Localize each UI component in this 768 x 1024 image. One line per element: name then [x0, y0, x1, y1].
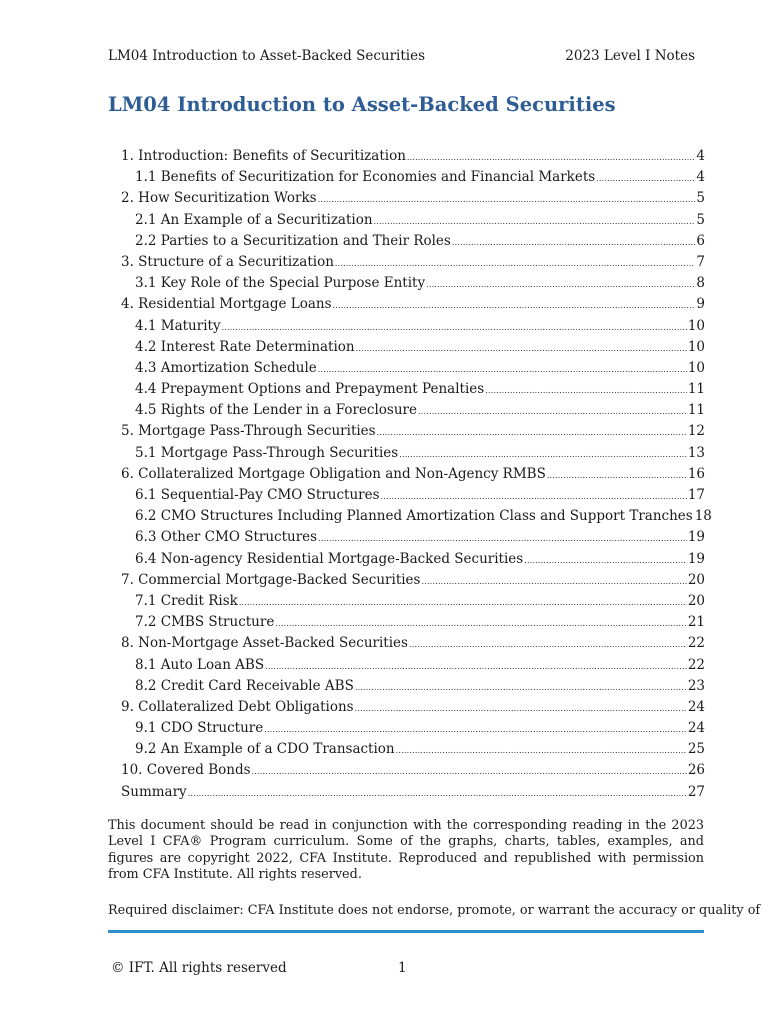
- toc-entry[interactable]: [121, 593, 705, 614]
- toc-dot-leader: [418, 407, 687, 416]
- toc-entry-page[interactable]: 6: [696, 232, 705, 249]
- toc-entry-label[interactable]: 5.1 Mortgage Pass-Through Securities: [135, 444, 399, 461]
- toc-entry-page[interactable]: 24: [687, 720, 705, 737]
- toc-entry-page[interactable]: 4: [696, 169, 705, 186]
- toc-entry-page[interactable]: 17: [687, 487, 705, 503]
- copyright-notice: This document should be read in conjunction with the corresponding reading in the 2023 Level I CFA® Program curriculum. Some of the graphs, charts, tables, examples, and figures are copyright 2022, CFA Institute. Reproduced and republished with permission from CFA Institute. All rights reserved.: [108, 818, 704, 882]
- toc-dot-leader: [265, 662, 687, 671]
- toc-dot-leader: [409, 640, 687, 649]
- toc-dot-leader: [355, 683, 687, 692]
- toc-entry-label[interactable]: 4.1 Maturity: [135, 317, 221, 334]
- toc-dot-leader: [252, 767, 687, 776]
- toc-entry-label[interactable]: 8.1 Auto Loan ABS: [135, 656, 265, 673]
- toc-entry[interactable]: [121, 212, 705, 233]
- toc-entry-label[interactable]: 7. Commercial Mortgage-Backed Securities: [121, 571, 421, 588]
- toc-entry-label[interactable]: 9.2 An Example of a CDO Transaction: [135, 741, 395, 758]
- toc-entry[interactable]: [121, 423, 705, 444]
- toc-entry-label[interactable]: 1.1 Benefits of Securitization for Economies and Financial Markets: [135, 169, 596, 186]
- toc-entry-page[interactable]: 23: [687, 677, 705, 694]
- toc-dot-leader: [335, 259, 696, 268]
- toc-entry-label[interactable]: 4.3 Amortization Schedule: [135, 359, 317, 376]
- toc-entry-page[interactable]: 10: [687, 338, 705, 355]
- toc-entry-page[interactable]: 19: [687, 550, 705, 567]
- toc-entry-label[interactable]: 6.3 Other CMO Structures: [135, 529, 318, 546]
- toc-entry[interactable]: [121, 635, 705, 656]
- toc-entry-page[interactable]: 27: [687, 783, 705, 800]
- toc-entry-page[interactable]: 11: [687, 402, 705, 419]
- toc-dot-leader: [485, 386, 687, 395]
- toc-entry-label[interactable]: 6.4 Non-agency Residential Mortgage-Backed Securities: [135, 550, 524, 567]
- toc-entry-label[interactable]: 7.1 Credit Risk: [135, 592, 238, 609]
- toc-entry-label[interactable]: 6.1 Sequential-Pay CMO Structures: [135, 487, 380, 503]
- toc-entry-label[interactable]: 10. Covered Bonds: [121, 762, 251, 779]
- toc-dot-leader: [524, 556, 687, 565]
- toc-dot-leader: [355, 704, 687, 713]
- toc-dot-leader: [318, 534, 687, 543]
- toc-entry[interactable]: [121, 339, 705, 360]
- toc-dot-leader: [377, 428, 687, 437]
- toc-entry[interactable]: [121, 657, 705, 678]
- footer-page-number: 1: [398, 960, 407, 976]
- toc-entry-page[interactable]: 20: [687, 571, 705, 588]
- toc-entry-page[interactable]: 24: [687, 698, 705, 715]
- toc-entry-label[interactable]: 9. Collateralized Debt Obligations: [121, 698, 354, 715]
- toc-entry[interactable]: [121, 508, 712, 529]
- toc-dot-leader: [318, 195, 696, 204]
- toc-entry[interactable]: [121, 762, 705, 783]
- toc-entry-page[interactable]: 13: [687, 444, 705, 461]
- toc-entry-page[interactable]: 10: [687, 317, 705, 334]
- toc-entry[interactable]: [121, 148, 705, 169]
- toc-entry[interactable]: [121, 360, 705, 381]
- toc-dot-leader: [374, 217, 696, 226]
- toc-entry[interactable]: [121, 275, 705, 296]
- toc-entry-page[interactable]: 4: [696, 148, 705, 164]
- toc-entry-label[interactable]: 8. Non-Mortgage Asset-Backed Securities: [121, 635, 408, 652]
- toc-dot-leader: [452, 238, 696, 247]
- toc-entry-label[interactable]: 7.2 CMBS Structure: [135, 614, 275, 631]
- toc-entry[interactable]: [121, 466, 705, 487]
- toc-entry-label[interactable]: 6. Collateralized Mortgage Obligation and Non-Agency RMBS: [121, 465, 546, 482]
- toc-entry[interactable]: [121, 699, 705, 720]
- toc-dot-leader: [356, 344, 687, 353]
- toc-entry-label[interactable]: 2.2 Parties to a Securitization and Their Roles: [135, 232, 451, 249]
- toc-entry-label[interactable]: 2.1 An Example of a Securitization: [135, 211, 373, 228]
- toc-entry-page[interactable]: 10: [687, 359, 705, 376]
- toc-entry-label[interactable]: Summary: [121, 783, 187, 800]
- toc-entry-page[interactable]: 9: [696, 296, 705, 313]
- toc-entry-page[interactable]: 5: [696, 190, 705, 207]
- toc-dot-leader: [264, 725, 687, 734]
- header-right-title: 2023 Level I Notes: [565, 48, 695, 64]
- toc-entry-label[interactable]: 4.2 Interest Rate Determination: [135, 338, 355, 355]
- toc-dot-leader: [399, 450, 687, 459]
- toc-entry[interactable]: [121, 741, 705, 762]
- toc-entry-label[interactable]: 4.5 Rights of the Lender in a Foreclosure: [135, 402, 417, 419]
- toc-dot-leader: [421, 577, 686, 586]
- toc-entry-page[interactable]: 26: [687, 762, 705, 779]
- toc-entry-page[interactable]: 22: [687, 656, 705, 673]
- toc-dot-leader: [426, 280, 695, 289]
- toc-dot-leader: [381, 492, 687, 501]
- footer-copyright: © IFT. All rights reserved: [111, 960, 287, 976]
- toc-entry-page[interactable]: 5: [696, 211, 705, 228]
- toc-entry-page[interactable]: 20: [687, 592, 705, 609]
- toc-entry-page[interactable]: 18: [694, 508, 712, 525]
- toc-entry-label[interactable]: 4.4 Prepayment Options and Prepayment Penalties: [135, 381, 485, 398]
- toc-dot-leader: [333, 301, 696, 310]
- toc-dot-leader: [222, 323, 687, 332]
- document-title: LM04 Introduction to Asset-Backed Securities: [108, 93, 616, 116]
- toc-dot-leader: [275, 619, 686, 628]
- toc-entry[interactable]: [121, 190, 705, 211]
- toc-entry[interactable]: [121, 529, 705, 550]
- toc-entry-page[interactable]: 11: [687, 381, 705, 398]
- toc-entry-page[interactable]: 8: [696, 275, 705, 292]
- toc-entry[interactable]: [121, 254, 705, 275]
- toc-entry-page[interactable]: 12: [687, 423, 705, 440]
- toc-entry[interactable]: [121, 402, 705, 423]
- toc-entry[interactable]: [121, 169, 705, 190]
- toc-dot-leader: [318, 365, 687, 374]
- toc-entry[interactable]: [121, 381, 705, 402]
- toc-entry[interactable]: [121, 614, 705, 635]
- toc-dot-leader: [396, 746, 687, 755]
- toc-entry[interactable]: [121, 720, 705, 741]
- toc-entry[interactable]: [121, 487, 705, 508]
- toc-entry-label[interactable]: 3. Structure of a Securitization: [121, 253, 334, 270]
- toc-entry-label[interactable]: 1. Introduction: Benefits of Securitization: [121, 148, 406, 164]
- toc-entry-label[interactable]: 6.2 CMO Structures Including Planned Amortization Class and Support Tranches: [135, 508, 693, 525]
- toc-entry[interactable]: [121, 551, 705, 572]
- toc-dot-leader: [596, 174, 695, 183]
- header-left-title: LM04 Introduction to Asset-Backed Securities: [108, 48, 426, 64]
- toc-entry[interactable]: [121, 678, 705, 699]
- toc-entry-label[interactable]: 3.1 Key Role of the Special Purpose Entity: [135, 275, 426, 292]
- toc-entry[interactable]: [121, 233, 705, 254]
- toc-entry-page[interactable]: 19: [687, 529, 705, 546]
- toc-entry-page[interactable]: 16: [687, 465, 705, 482]
- toc-entry-page[interactable]: 25: [687, 741, 705, 758]
- required-disclaimer: Required disclaimer: CFA Institute does not endorse, promote, or warrant the accuracy or quality of: [108, 903, 761, 918]
- toc-dot-leader: [239, 598, 687, 607]
- toc-entry-page[interactable]: 7: [696, 253, 705, 270]
- toc-dot-leader: [547, 471, 687, 480]
- toc-entry-label[interactable]: 5. Mortgage Pass-Through Securities: [121, 423, 376, 440]
- toc-entry[interactable]: [121, 572, 705, 593]
- toc-entry[interactable]: [121, 296, 705, 317]
- toc-entry[interactable]: [121, 318, 705, 339]
- table-of-contents: [121, 148, 712, 805]
- page-header: [108, 48, 695, 64]
- footer-divider: [108, 930, 704, 933]
- toc-entry-page[interactable]: 21: [687, 614, 705, 631]
- toc-entry[interactable]: [121, 784, 705, 805]
- toc-entry-page[interactable]: 22: [687, 635, 705, 652]
- toc-dot-leader: [188, 789, 687, 798]
- toc-entry-label[interactable]: 8.2 Credit Card Receivable ABS: [135, 677, 354, 694]
- toc-entry-label[interactable]: 4. Residential Mortgage Loans: [121, 296, 332, 313]
- toc-dot-leader: [407, 153, 696, 162]
- toc-entry[interactable]: [121, 445, 705, 466]
- toc-entry-label[interactable]: 2. How Securitization Works: [121, 190, 317, 207]
- toc-entry-label[interactable]: 9.1 CDO Structure: [135, 720, 264, 737]
